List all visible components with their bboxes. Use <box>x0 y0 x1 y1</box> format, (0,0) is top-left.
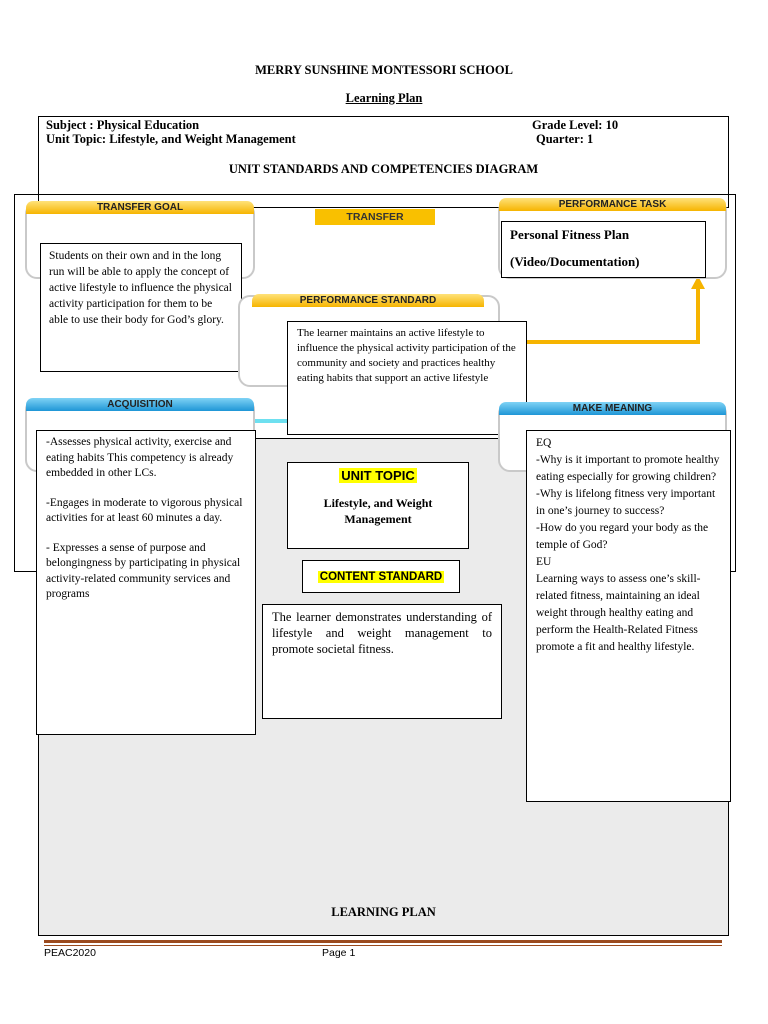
performance-task-line2: (Video/Documentation) <box>510 254 640 269</box>
make-meaning-line-q3: -How do you regard your body as the temple of God? <box>536 522 709 551</box>
performance-standard-header: PERFORMANCE STANDARD <box>252 294 484 307</box>
subject-label: Subject : Physical Education <box>46 118 200 132</box>
performance-standard-text: The learner maintains an active lifestyle to influence the physical activity participation of the community and society and practices healthy eating habits that support an active lifestyle <box>297 327 516 384</box>
transfer-goal-text: Students on their own and in the long run will be able to apply the concept of active lifestyle to influence the physical activity participation for them to be able to use their body for God’s glory. <box>49 250 232 326</box>
quarter-label: Quarter: 1 <box>536 132 594 146</box>
transfer-goal-box <box>40 243 242 372</box>
content-standard-label: CONTENT STANDARD <box>319 571 443 583</box>
school-name: MERRY SUNSHINE MONTESSORI SCHOOL <box>255 63 513 77</box>
unit-topic-label-wrap <box>288 467 468 485</box>
grade-level-label: Grade Level: 10 <box>532 118 619 132</box>
make-meaning-box <box>526 430 731 802</box>
performance-task-line1: Personal Fitness Plan <box>510 227 630 242</box>
orange-connector <box>520 287 698 342</box>
unit-topic-text: Lifestyle, and Weight Management <box>323 496 433 526</box>
footer-page-number: Page 1 <box>322 947 356 959</box>
acquisition-item-1: -Assesses physical activity, exercise and eating habits This competency is already embedded in other LCs. <box>46 436 234 479</box>
document-title: Learning Plan <box>345 91 423 105</box>
make-meaning-header: MAKE MEANING <box>499 402 726 415</box>
unit-topic-box <box>287 462 469 549</box>
content-standard-label-wrap <box>303 567 459 585</box>
content-standard-text: The learner demonstrates understanding of lifestyle and weight management to promote societal fitness. <box>272 610 492 656</box>
footer-rule-thick <box>44 940 722 943</box>
content-standard-box <box>262 604 502 719</box>
diagram-title: UNIT STANDARDS AND COMPETENCIES DIAGRAM <box>228 162 539 176</box>
content-standard-label-box <box>302 560 460 593</box>
acquisition-item-2: -Engages in moderate to vigorous physical activities for at least 60 minutes a day. <box>46 496 243 524</box>
make-meaning-line-eq: EQ <box>536 437 552 449</box>
unit-topic-label: UNIT TOPIC <box>341 468 415 483</box>
performance-task-header: PERFORMANCE TASK <box>499 198 726 211</box>
make-meaning-line-eu: EU <box>536 556 552 568</box>
footer-code: PEAC2020 <box>44 947 96 959</box>
performance-standard-box <box>287 321 527 435</box>
make-meaning-line-eu-text: Learning ways to assess one’s skill-related fitness, maintaining an ideal weight through healthy eating and perform the Health-Related Fitness promote a fit and healthy lifestyle. <box>536 573 701 653</box>
transfer-goal-header: TRANSFER GOAL <box>26 201 254 214</box>
learning-plan-label: LEARNING PLAN <box>331 905 436 919</box>
acquisition-header: ACQUISITION <box>26 398 254 411</box>
make-meaning-line-q1: -Why is it important to promote healthy eating especially for growing children? <box>536 454 720 483</box>
make-meaning-line-q2: -Why is lifelong fitness very important in one’s journey to success? <box>536 488 716 517</box>
footer-rule-thin <box>44 945 722 946</box>
transfer-label: TRANSFER <box>315 209 435 225</box>
unit-topic-label: Unit Topic: Lifestyle, and Weight Management <box>46 132 296 146</box>
performance-task-box <box>501 221 706 278</box>
acquisition-item-3: - Expresses a sense of purpose and belongingness by participating in physical activity-related community services and programs <box>46 541 241 600</box>
acquisition-box <box>36 430 256 735</box>
